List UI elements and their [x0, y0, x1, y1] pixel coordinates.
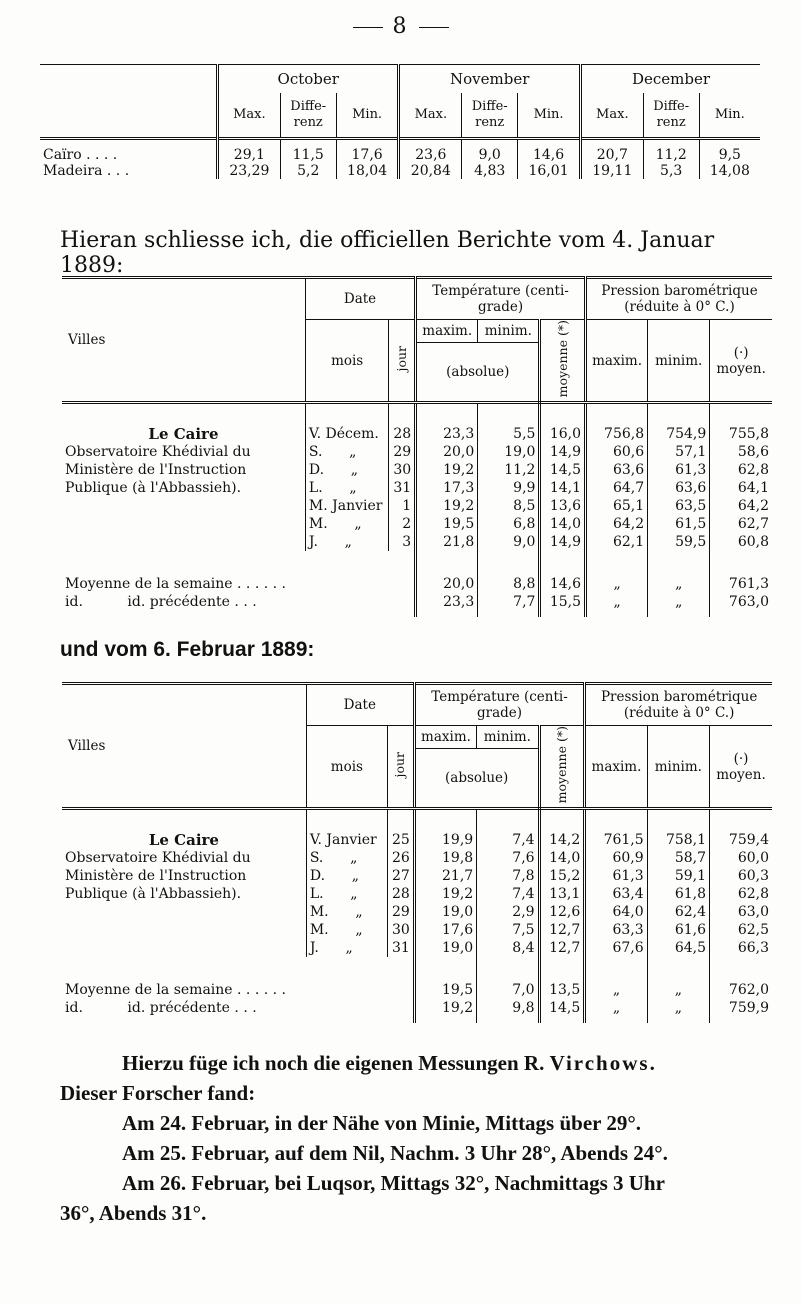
intro-sentence-2: und vom 6. Februar 1889:: [60, 638, 315, 661]
station-line: [62, 533, 305, 551]
table-row: [62, 425, 772, 443]
weather-table-january: [62, 276, 772, 617]
cell-press-min: 63,5: [648, 497, 710, 515]
summary-value: „: [647, 999, 709, 1017]
cell-temp-max: 20,0: [416, 443, 478, 461]
summary-row: [62, 575, 772, 593]
station-line: Publique (à l'Abbassieh).: [65, 479, 242, 496]
cell-press-max: 67,6: [585, 939, 647, 957]
cell-temp-max: 19,5: [416, 515, 478, 533]
cell-press-min: 61,6: [647, 921, 709, 939]
cell-jour: 2: [389, 515, 416, 533]
station-line: [62, 921, 306, 939]
station-line: [62, 903, 306, 921]
col-date: Date: [305, 278, 415, 320]
summary-value: 15,5: [540, 593, 586, 611]
cell-mois: J. „: [306, 939, 387, 957]
cell-press-min: 64,5: [647, 939, 709, 957]
table-row: [62, 479, 772, 497]
col-p-moyen: (·) moyen.: [710, 726, 772, 809]
col-p-moyen: (·) moyen.: [710, 320, 772, 403]
month-header: December: [580, 65, 760, 94]
cell-mois: M. „: [306, 903, 387, 921]
summary-value: „: [648, 575, 710, 593]
cell-press-moyen: 64,1: [710, 479, 772, 497]
station-line: Ministère de l'Instruction: [65, 867, 247, 884]
cell-temp-moyenne: 13,1: [539, 885, 585, 903]
col-absolue: (absolue): [416, 343, 540, 403]
cell-temp-moyenne: 14,0: [539, 849, 585, 867]
table-row: [62, 831, 772, 849]
cell-jour: 28: [387, 885, 414, 903]
summary-value: „: [585, 999, 647, 1017]
cell-press-min: 59,1: [647, 867, 709, 885]
table-row: [62, 849, 772, 867]
summary-value: 23,3: [416, 593, 478, 611]
summary-label: Moyenne de la semaine . . . . . .: [65, 575, 286, 592]
summary-label: id. id. précédente . . .: [65, 593, 257, 610]
cell-temp-max: 21,8: [416, 533, 478, 551]
cell-temp-max: 19,0: [414, 939, 476, 957]
cell-jour: 25: [387, 831, 414, 849]
col-maxim: maxim.: [414, 726, 476, 749]
month-header: November: [399, 65, 580, 94]
summary-value: 19,2: [414, 999, 476, 1017]
cell-temp-min: 2,9: [477, 903, 539, 921]
summary-value: „: [586, 575, 648, 593]
cell-mois: L. „: [305, 479, 388, 497]
col-max: Max.: [399, 93, 462, 139]
cell-temp-moyenne: 15,2: [539, 867, 585, 885]
summary-value: 763,0: [710, 593, 772, 611]
intro-sentence: Hieran schliesse ich, die officiellen Berichte vom 4. Januar 1889:: [60, 228, 715, 278]
col-minim: minim.: [478, 320, 540, 343]
col-jour: jour: [392, 751, 408, 778]
cell-press-min: 754,9: [648, 425, 710, 443]
cell-temp-moyenne: 16,0: [540, 425, 586, 443]
station-line: [62, 939, 306, 957]
table-row: [62, 443, 772, 461]
summary-row: [62, 593, 772, 611]
cell-temp-moyenne: 12,7: [539, 939, 585, 957]
cell-press-max: 756,8: [586, 425, 648, 443]
col-min: Min.: [336, 93, 399, 139]
col-differenz: Diffe- renz: [643, 93, 699, 139]
col-date: Date: [306, 684, 414, 726]
table-row: [62, 515, 772, 533]
cell-press-min: 62,4: [647, 903, 709, 921]
col-p-maxim: maxim.: [585, 726, 647, 809]
month-header: October: [218, 65, 399, 94]
cell-press-min: 57,1: [648, 443, 710, 461]
paragraph-line: Am 25. Februar, auf dem Nil, Nachm. 3 Uhr 28°, Abends 24°.: [122, 1141, 668, 1165]
summary-value: 761,3: [710, 575, 772, 593]
station-line: Le Caire: [148, 830, 219, 849]
cell-temp-min: 7,4: [477, 831, 539, 849]
cell-press-min: 58,7: [647, 849, 709, 867]
cell-temp-min: 8,4: [477, 939, 539, 957]
cell-press-min: 59,5: [648, 533, 710, 551]
station-line: Ministère de l'Instruction: [65, 461, 247, 478]
cell-mois: J. „: [305, 533, 388, 551]
cell-press-max: 61,3: [585, 867, 647, 885]
cell-temp-min: 8,5: [478, 497, 540, 515]
col-differenz: Diffe- renz: [462, 93, 518, 139]
cell-jour: 3: [389, 533, 416, 551]
col-minim: minim.: [477, 726, 539, 749]
cell-temp-moyenne: 14,2: [539, 831, 585, 849]
cell-press-min: 61,5: [648, 515, 710, 533]
summary-value: „: [647, 981, 709, 999]
table-row: Caïro . . . . 29,1 11,5 17,6 23,6 9,0 14,6 20,7 11,2 9,5: [40, 147, 760, 163]
col-absolue: (absolue): [414, 749, 539, 809]
cell-temp-moyenne: 14,5: [540, 461, 586, 479]
cell-jour: 29: [387, 903, 414, 921]
summary-value: 20,0: [416, 575, 478, 593]
summary-value: 759,9: [710, 999, 772, 1017]
cell-mois: S. „: [305, 443, 388, 461]
cell-press-max: 63,3: [585, 921, 647, 939]
cell-mois: V. Décem.: [305, 425, 388, 443]
cell-temp-moyenne: 13,6: [540, 497, 586, 515]
summary-row: [62, 999, 772, 1017]
col-moyenne: moyenne (*): [554, 320, 570, 398]
cell-temp-min: 11,2: [478, 461, 540, 479]
cell-temp-moyenne: 12,7: [539, 921, 585, 939]
cell-press-moyen: 62,5: [710, 921, 772, 939]
table-row: [62, 461, 772, 479]
col-pression: Pression barométrique (réduite à 0° C.): [586, 278, 773, 320]
cell-temp-min: 5,5: [478, 425, 540, 443]
table-row: [62, 885, 772, 903]
summary-value: 14,6: [540, 575, 586, 593]
closing-paragraph: [60, 1048, 765, 1228]
col-moyenne: moyenne (*): [553, 726, 569, 804]
cell-press-min: 61,8: [647, 885, 709, 903]
cell-press-moyen: 62,7: [710, 515, 772, 533]
paragraph-line: Am 26. Februar, bei Luqsor, Mittags 32°, Nachmittags 3 Uhr: [122, 1171, 665, 1195]
cell-temp-max: 17,3: [416, 479, 478, 497]
cell-temp-min: 9,0: [478, 533, 540, 551]
paragraph-line: Dieser Forscher fand:: [60, 1081, 256, 1105]
cell-press-moyen: 66,3: [710, 939, 772, 957]
cell-mois: D. „: [306, 867, 387, 885]
cell-temp-max: 19,2: [414, 885, 476, 903]
cell-temp-min: 7,4: [477, 885, 539, 903]
paragraph-line: Hierzu füge ich noch die eigenen Messungen R. Virchows.: [122, 1051, 657, 1075]
cell-mois: L. „: [306, 885, 387, 903]
summary-label: Moyenne de la semaine . . . . . .: [65, 981, 286, 998]
col-villes: Villes: [62, 684, 306, 809]
cell-press-min: 758,1: [647, 831, 709, 849]
cell-press-max: 63,4: [585, 885, 647, 903]
page-number: 8: [0, 14, 801, 39]
cell-temp-max: 21,7: [414, 867, 476, 885]
cell-press-min: 61,3: [648, 461, 710, 479]
cell-press-moyen: 58,6: [710, 443, 772, 461]
cell-jour: 1: [389, 497, 416, 515]
cell-press-max: 60,6: [586, 443, 648, 461]
cell-temp-moyenne: 14,9: [540, 533, 586, 551]
cell-press-min: 63,6: [648, 479, 710, 497]
paragraph-line: 36°, Abends 31°.: [60, 1201, 207, 1225]
cell-temp-max: 19,0: [414, 903, 476, 921]
cell-temp-min: 6,8: [478, 515, 540, 533]
col-min: Min.: [518, 93, 581, 139]
cell-press-max: 64,0: [585, 903, 647, 921]
cell-press-moyen: 755,8: [710, 425, 772, 443]
cell-press-moyen: 62,8: [710, 461, 772, 479]
summary-value: 7,0: [477, 981, 539, 999]
station-line: [62, 497, 305, 515]
table-row: Madeira . . . 23,29 5,2 18,04 20,84 4,83 16,01 19,11 5,3 14,08: [40, 163, 760, 179]
cell-mois: M. „: [305, 515, 388, 533]
cell-temp-max: 19,8: [414, 849, 476, 867]
summary-value: 8,8: [478, 575, 540, 593]
table-row: [62, 939, 772, 957]
monthly-comparison-table: [40, 64, 760, 179]
summary-label: id. id. précédente . . .: [65, 999, 257, 1016]
cell-jour: 27: [387, 867, 414, 885]
station-line: Publique (à l'Abbassieh).: [65, 885, 242, 902]
cell-temp-moyenne: 14,0: [540, 515, 586, 533]
cell-jour: 30: [387, 921, 414, 939]
cell-press-max: 64,7: [586, 479, 648, 497]
cell-press-moyen: 60,0: [710, 849, 772, 867]
summary-value: 19,5: [414, 981, 476, 999]
col-maxim: maxim.: [416, 320, 478, 343]
cell-jour: 30: [389, 461, 416, 479]
col-temperature: Température (centi-grade): [414, 684, 584, 726]
cell-press-max: 60,9: [585, 849, 647, 867]
summary-value: 9,8: [477, 999, 539, 1017]
summary-value: 13,5: [539, 981, 585, 999]
cell-temp-min: 7,8: [477, 867, 539, 885]
cell-press-max: 64,2: [586, 515, 648, 533]
cell-temp-min: 9,9: [478, 479, 540, 497]
col-pression: Pression barométrique (réduite à 0° C.): [585, 684, 772, 726]
cell-mois: S. „: [306, 849, 387, 867]
col-p-minim: minim.: [647, 726, 709, 809]
cell-temp-max: 19,2: [416, 461, 478, 479]
cell-mois: D. „: [305, 461, 388, 479]
author-name: Virchows.: [549, 1051, 657, 1075]
cell-temp-moyenne: 14,9: [540, 443, 586, 461]
cell-jour: 31: [387, 939, 414, 957]
weather-table-february: [62, 682, 772, 1023]
cell-temp-max: 19,2: [416, 497, 478, 515]
cell-jour: 28: [389, 425, 416, 443]
cell-press-moyen: 63,0: [710, 903, 772, 921]
cell-press-max: 761,5: [585, 831, 647, 849]
cell-press-max: 63,6: [586, 461, 648, 479]
cell-press-moyen: 64,2: [710, 497, 772, 515]
table-row: [62, 903, 772, 921]
cell-press-moyen: 60,8: [710, 533, 772, 551]
summary-value: „: [648, 593, 710, 611]
col-max: Max.: [580, 93, 643, 139]
cell-jour: 26: [387, 849, 414, 867]
cell-mois: M. Janvier: [305, 497, 388, 515]
col-villes: Villes: [62, 278, 305, 403]
cell-jour: 29: [389, 443, 416, 461]
paragraph-line: Am 24. Februar, in der Nähe von Minie, Mittags über 29°.: [122, 1111, 642, 1135]
cell-mois: M. „: [306, 921, 387, 939]
table-row: [62, 867, 772, 885]
station-line: Observatoire Khédivial du: [65, 443, 251, 460]
cell-temp-min: 19,0: [478, 443, 540, 461]
summary-value: 14,5: [539, 999, 585, 1017]
cell-jour: 31: [389, 479, 416, 497]
col-mois: mois: [306, 726, 387, 809]
cell-press-moyen: 759,4: [710, 831, 772, 849]
summary-value: 7,7: [478, 593, 540, 611]
cell-temp-max: 19,9: [414, 831, 476, 849]
cell-press-moyen: 62,8: [710, 885, 772, 903]
table-row: [62, 921, 772, 939]
summary-value: „: [586, 593, 648, 611]
cell-temp-moyenne: 14,1: [540, 479, 586, 497]
col-temperature: Température (centi-grade): [416, 278, 586, 320]
cell-temp-max: 23,3: [416, 425, 478, 443]
cell-temp-max: 17,6: [414, 921, 476, 939]
station-line: Le Caire: [148, 424, 219, 443]
cell-mois: V. Janvier: [306, 831, 387, 849]
cell-press-moyen: 60,3: [710, 867, 772, 885]
cell-temp-min: 7,6: [477, 849, 539, 867]
col-min: Min.: [699, 93, 760, 139]
table-row: [62, 497, 772, 515]
summary-row: [62, 981, 772, 999]
cell-temp-min: 7,5: [477, 921, 539, 939]
station-line: Observatoire Khédivial du: [65, 849, 251, 866]
col-mois: mois: [305, 320, 388, 403]
summary-value: 762,0: [710, 981, 772, 999]
cell-press-max: 62,1: [586, 533, 648, 551]
summary-value: „: [585, 981, 647, 999]
col-p-maxim: maxim.: [586, 320, 648, 403]
col-differenz: Diffe- renz: [280, 93, 336, 139]
col-max: Max.: [218, 93, 281, 139]
cell-press-max: 65,1: [586, 497, 648, 515]
col-jour: jour: [393, 345, 409, 372]
cell-temp-moyenne: 12,6: [539, 903, 585, 921]
col-p-minim: minim.: [648, 320, 710, 403]
table-row: [62, 533, 772, 551]
station-line: [62, 515, 305, 533]
